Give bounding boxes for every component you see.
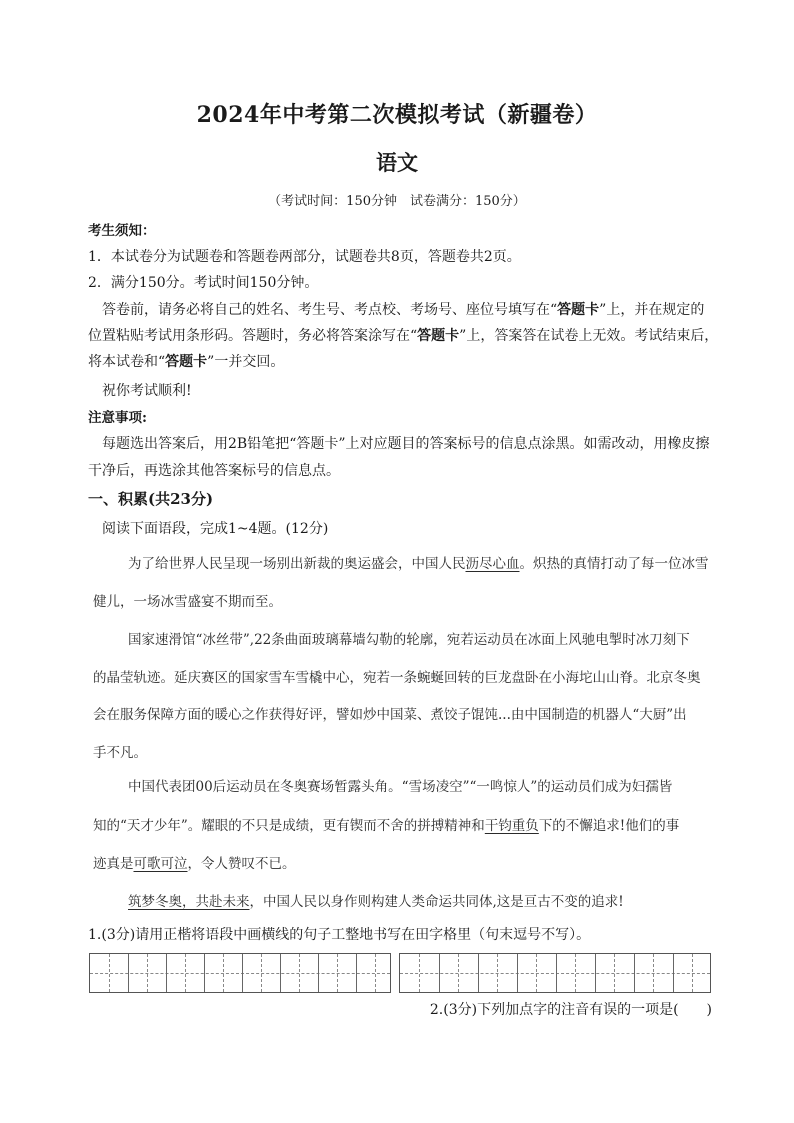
grid-cell-border — [166, 954, 167, 992]
notice-text: ”上，答案答在试卷上无效。考试结束后， — [459, 328, 719, 344]
section-instruction: 阅读下面语段，完成1~4题。(12分) — [102, 521, 329, 537]
passage-text: 下的不懈追求!他们的事 — [538, 818, 680, 834]
grid-cell-border — [280, 954, 281, 992]
passage-text: ，令人赞叹不已。 — [187, 856, 296, 872]
grid-guide — [109, 954, 110, 992]
notice-text: ”上，并在规定的 — [599, 302, 705, 318]
notice-paragraph-line-3 — [88, 351, 284, 371]
grid-guide — [692, 954, 693, 992]
grid-guide — [458, 954, 459, 992]
good-luck-text: 祝你考试顺利! — [102, 383, 192, 399]
grid-cell-border — [517, 954, 518, 992]
notice-item-2: 2．满分150分。考试时间150分钟。 — [88, 275, 319, 291]
grid-cell-border — [556, 954, 557, 992]
passage-p2-line-3: 会在服务保障方面的暖心之作获得好评，譬如炒中国菜、煮饺子馄饨...由中国制造的机器人“大厨”出 — [93, 707, 687, 723]
exam-title: 2024年中考第二次模拟考试（新疆卷） — [196, 102, 598, 128]
passage-p3-line-1: 中国代表团00后运动员在冬奥赛场暂露头角。“雪场凌空”“一鸣惊人”的运动员们成为妇孺皆 — [128, 779, 673, 795]
passage-text: 迹真是 — [93, 856, 134, 872]
grid-guide — [536, 954, 537, 992]
exam-info: （考试时间：150分钟 试卷满分：150分） — [268, 194, 526, 209]
grid-guide — [90, 973, 390, 974]
grid-guide — [185, 954, 186, 992]
notice-paragraph-line-2 — [88, 325, 718, 345]
grid-cell-border — [204, 954, 205, 992]
passage-p2-line-1: 国家速滑馆“冰丝带”,22条曲面玻璃幕墙勾勒的轮廓，宛若运动员在冰面上风驰电掣时冰刀刻下 — [128, 632, 690, 648]
underlined-sentence: 筑梦冬奥，共赴未来 — [128, 894, 250, 910]
grid-guide — [419, 954, 420, 992]
notice-paragraph-line-1 — [102, 299, 704, 319]
grid-cell-border — [439, 954, 440, 992]
passage-text: ，中国人民以身作则构建人类命运共同体,这是亘古不变的追求! — [249, 894, 624, 910]
passage-p1-line-1 — [128, 552, 709, 572]
passage-p2-line-4: 手不凡。 — [93, 745, 147, 761]
attention-heading: 注意事项: — [88, 410, 147, 426]
notice-text: 答卷前，请务必将自己的姓名、考生号、考点校、考场号、座位号填写在“ — [102, 302, 558, 318]
answer-card-term: 答题卡 — [165, 354, 208, 370]
grid-guide — [299, 954, 300, 992]
attention-line-2: 干净后，再选涂其他答案标号的信息点。 — [88, 463, 340, 479]
notice-text: 将本试卷和“ — [88, 354, 166, 370]
notice-item-1: 1．本试卷分为试题卷和答题卷两部分，试题卷共8页，答题卷共2页。 — [88, 249, 521, 265]
grid-guide — [147, 954, 148, 992]
question-1: 1.(3分)请用正楷将语段中画横线的句子工整地书写在田字格里（句末逗号不写）。 — [88, 927, 591, 943]
passage-text: 为了给世界人民呈现一场别出新裁的奥运盛会，中国人民 — [128, 556, 466, 572]
grid-guide — [400, 973, 710, 974]
grid-guide — [261, 954, 262, 992]
question-2: 2.(3分)下列加点字的注音有误的一项是( ) — [429, 1002, 712, 1018]
grid-cell-border — [128, 954, 129, 992]
underlined-word: 可歌可泣 — [133, 856, 188, 872]
grid-cell-border — [318, 954, 319, 992]
grid-cell-border — [356, 954, 357, 992]
passage-text: 。炽热的真情打动了每一位冰雪 — [519, 556, 709, 572]
grid-guide — [337, 954, 338, 992]
underlined-word: 干钧重负 — [484, 818, 539, 834]
grid-cell-border — [242, 954, 243, 992]
attention-line-1: 每题选出答案后，用2B铅笔把“答题卡”上对应题目的答案标号的信息点涂黑。如需改动，用橡皮擦 — [102, 436, 710, 452]
writing-grid-left[interactable] — [89, 953, 391, 993]
subject-title: 语文 — [376, 150, 418, 175]
grid-guide — [223, 954, 224, 992]
writing-grid-right[interactable] — [399, 953, 711, 993]
passage-p4-line-1 — [128, 890, 624, 910]
grid-guide — [575, 954, 576, 992]
section-heading: 一、积累(共23分) — [88, 490, 214, 508]
grid-guide — [375, 954, 376, 992]
grid-cell-border — [595, 954, 596, 992]
grid-guide — [653, 954, 654, 992]
passage-p3-line-3 — [93, 852, 296, 872]
answer-card-term: 答题卡 — [557, 302, 600, 318]
grid-guide — [614, 954, 615, 992]
passage-text: 知的“天才少年”。耀眼的不只是成绩，更有锲而不舍的拼搏精神和 — [93, 818, 485, 834]
grid-cell-border — [673, 954, 674, 992]
answer-card-term: 答题卡 — [417, 328, 460, 344]
passage-p2-line-2: 的晶莹轨迹。延庆赛区的国家雪车雪橇中心，宛若一条蜿蜒回转的巨龙盘卧在小海坨山山脊。北京冬奥 — [93, 670, 701, 686]
passage-p3-line-2 — [93, 814, 679, 834]
notice-heading: 考生须知： — [88, 223, 156, 239]
notice-text: 位置粘贴考试用条形码。答题时，务必将答案涂写在“ — [88, 328, 418, 344]
underlined-word: 沥尽心血 — [465, 556, 520, 572]
grid-cell-border — [478, 954, 479, 992]
notice-text: ”一并交回。 — [207, 354, 285, 370]
grid-cell-border — [634, 954, 635, 992]
grid-guide — [497, 954, 498, 992]
passage-p1-line-2: 健儿，一场冰雪盛宴不期而至。 — [93, 594, 282, 610]
